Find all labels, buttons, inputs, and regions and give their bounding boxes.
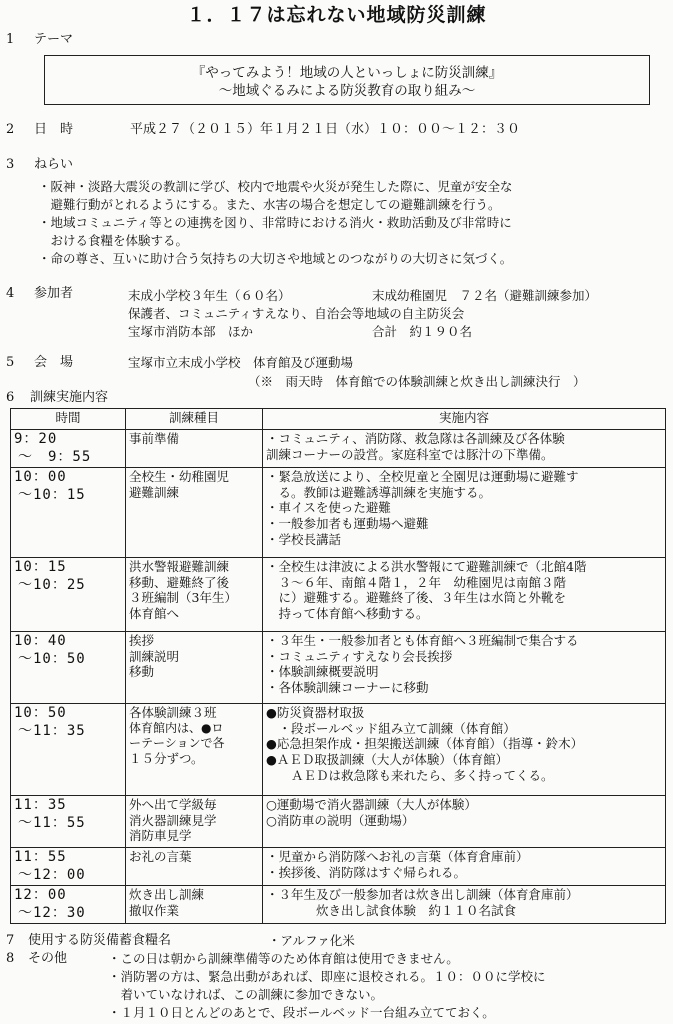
section-number: 1 — [6, 32, 15, 47]
aim-line: ・地域コミュニティ等との連携を図り、非常時における消火・救助活動及び非常時に — [38, 215, 512, 230]
type-line: 炊き出し訓練 — [129, 887, 205, 902]
type-line: 全校生・幼稚園児 — [129, 469, 230, 484]
content-line: ○運動場で消火器訓練（大人が体験） — [266, 797, 477, 812]
participants-students: 末成小学校３年生（６０名） — [128, 288, 291, 303]
time-start: 10：40 — [14, 633, 67, 649]
content-line: ３～６年、南館４階１，２年 幼稚園児は南館３階 — [266, 574, 567, 590]
content-line: ・緊急放送により、全校児童と全園児は運動場に避難す — [266, 469, 579, 484]
type-line: 移動 — [129, 664, 155, 680]
content-line: 持って体育館へ移動する。 — [266, 605, 429, 621]
time-start: 11：55 — [14, 849, 67, 865]
type-line: 事前準備 — [129, 431, 180, 446]
theme-box — [44, 55, 650, 105]
content-cell — [263, 430, 666, 468]
content-cell — [263, 632, 666, 704]
content-cell — [263, 704, 666, 796]
other-line: ・この日は朝から訓練準備等のため体育館は使用できません。 — [108, 951, 459, 966]
section-number: 7 — [6, 933, 15, 948]
content-line: ・段ボールベッド組み立て訓練（体育館） — [266, 720, 516, 736]
content-cell — [263, 558, 666, 632]
type-line: 消防車見学 — [129, 828, 192, 844]
theme-sub: ～地域ぐるみによる防災教育の取り組み～ — [218, 83, 476, 100]
time-start: 11：35 — [14, 797, 67, 813]
section-label: 日 時 — [34, 122, 74, 137]
type-line: 体育館内は、●ロ — [129, 720, 224, 735]
time-start: 10：15 — [14, 559, 67, 575]
stock-value: ・アルファ化米 — [268, 933, 355, 948]
table-row — [11, 796, 666, 848]
content-cell — [263, 848, 666, 886]
venue-rain-note: （※ 雨天時 体育館での体験訓練と炊き出し訓練決行 ） — [248, 374, 586, 389]
section-number: 8 — [6, 951, 15, 966]
time-end: ～12：00 — [18, 866, 86, 883]
time-cell — [11, 558, 126, 632]
time-cell — [11, 704, 126, 796]
time-start: 10：50 — [14, 705, 67, 721]
content-line: ・児童から消防隊へお礼の言葉（体育倉庫前） — [266, 849, 529, 864]
time-end: ～10：50 — [18, 650, 86, 667]
content-cell — [263, 796, 666, 848]
table-row — [11, 886, 666, 924]
content-line: ●応急担架作成・担架搬送訓練（体育館）（指導・鈴木） — [266, 736, 584, 752]
content-line: ・コミュニティ、消防隊、救急隊は各訓練及び各体験 — [266, 431, 565, 446]
schedule-table — [10, 408, 666, 924]
type-line: 挨拶 — [129, 633, 155, 648]
type-line: 外へ出て学級毎 — [129, 797, 217, 812]
content-line: ・挨拶後、消防隊はすぐ帰られる。 — [266, 864, 467, 880]
time-start: 9：20 — [14, 431, 58, 447]
time-cell — [11, 886, 126, 924]
content-line: ●防災資器材取扱 — [266, 705, 365, 720]
page-title: １．１７は忘れない地域防災訓練 — [186, 4, 487, 26]
datetime-value: 平成２７（２０１５）年１月２１日（水）１０：００～１２：３０ — [130, 122, 521, 137]
table-row — [11, 848, 666, 886]
section-label: ねらい — [34, 157, 74, 172]
section-number: 6 — [6, 390, 15, 405]
participants-fire-department: 宝塚市消防本部 ほか — [128, 324, 254, 339]
section-label: その他 — [28, 951, 68, 966]
aim-line: ・命の尊さ、互いに助け合う気持ちの大切さや地域とのつながりの大切さに気づく。 — [38, 251, 513, 266]
section-label: 参加者 — [34, 286, 74, 301]
section-label: 使用する防災備蓄食糧名 — [28, 933, 172, 948]
table-row — [11, 704, 666, 796]
section-label: 会 場 — [34, 355, 74, 370]
aim-line: おける食糧を体験する。 — [38, 233, 189, 248]
aim-line: 避難行動がとれるようにする。また、水害の場合を想定しての避難訓練を行う。 — [38, 197, 501, 212]
content-line: ・車イスを使った避難 — [266, 500, 391, 516]
time-cell — [11, 430, 126, 468]
type-cell — [126, 704, 263, 796]
content-line: ・全校生は津波による洪水警報にて避難訓練で（北館4階 — [266, 559, 587, 574]
content-line: ・３年生及び一般参加者は炊き出し訓練（体育倉庫前） — [266, 887, 579, 902]
content-line: ●ＡＥＤ取扱訓練（大人が体験）（体育館） — [266, 751, 509, 767]
time-cell — [11, 468, 126, 558]
content-line: ・各体験訓練コーナーに移動 — [266, 679, 429, 695]
type-cell — [126, 886, 263, 924]
content-line: 炊き出し試食体験 約１１０名試食 — [266, 902, 517, 918]
type-line: 洪水警報避難訓練 — [129, 559, 230, 574]
type-cell — [126, 632, 263, 704]
content-line: る。教師は避難誘導訓練を実施する。 — [266, 484, 492, 500]
content-line: 訓練コーナーの設営。家庭科室では豚汁の下準備。 — [266, 446, 554, 462]
header-type: 訓練種目 — [126, 409, 263, 430]
time-end: ～11：35 — [18, 722, 86, 739]
venue-value: 宝塚市立末成小学校 体育館及び運動場 — [128, 355, 354, 370]
type-cell — [126, 558, 263, 632]
type-line: 移動、避難終了後 — [129, 574, 230, 590]
type-line: ３班編制（3年生） — [129, 590, 237, 606]
theme-main: 『やってみよう！地域の人といっしょに防災訓練』 — [191, 65, 503, 81]
time-cell — [11, 796, 126, 848]
time-end: ～12：30 — [18, 904, 86, 921]
content-line: ＡＥＤは救急隊も来れたら、多く持ってくる。 — [266, 767, 554, 783]
type-cell — [126, 848, 263, 886]
content-line: ・３年生・一般参加者とも体育館へ３班編制で集合する — [266, 633, 579, 648]
type-line: 消火器訓練見学 — [129, 812, 217, 828]
time-end: ～10：25 — [18, 576, 86, 593]
table-header-row — [11, 409, 666, 430]
type-line: ーテーションで各 — [129, 735, 225, 750]
table-row — [11, 632, 666, 704]
time-cell — [11, 632, 126, 704]
section-number: 4 — [6, 286, 15, 301]
type-line: お礼の言葉 — [129, 849, 192, 864]
section-label: 訓練実施内容 — [30, 390, 109, 405]
content-line: ・体験訓練概要説明 — [266, 664, 379, 680]
header-time: 時間 — [11, 409, 126, 430]
aim-line: ・阪神・淡路大震災の教訓に学び、校内で地震や火災が発生した際に、児童が安全な — [38, 179, 513, 194]
type-cell — [126, 468, 263, 558]
content-line: に）避難する。避難終了後、３年生は水筒と外靴を — [266, 590, 567, 606]
time-start: 12：00 — [14, 887, 67, 903]
time-end: ～11：55 — [18, 814, 86, 831]
content-line: ・学校長講話 — [266, 531, 342, 547]
participants-total: 合計 約１９０名 — [372, 324, 473, 339]
header-content: 実施内容 — [263, 409, 666, 430]
participants-community: 保護者、コミュニティすえなり、自治会等地域の自主防災会 — [128, 306, 465, 321]
type-line: 各体験訓練３班 — [129, 705, 217, 720]
section-number: 5 — [6, 355, 15, 370]
time-start: 10：00 — [14, 469, 67, 485]
content-line: ・一般参加者も運動場へ避難 — [266, 515, 429, 531]
type-line: 訓練説明 — [129, 648, 180, 664]
content-line: ・コミュニティすえなり会長挨拶 — [266, 648, 453, 664]
participants-kindergarten: 末成幼稚園児 ７２名（避難訓練参加） — [372, 288, 598, 303]
other-line: ・消防署の方は、緊急出動があれば、即座に退校される。１０：００に学校に — [108, 969, 546, 984]
content-line: ○消防車の説明（運動場） — [266, 812, 415, 828]
section-number: 3 — [6, 157, 15, 172]
table-row — [11, 558, 666, 632]
type-cell — [126, 430, 263, 468]
type-cell — [126, 796, 263, 848]
content-cell — [263, 886, 666, 924]
section-label: テーマ — [34, 32, 74, 47]
type-line: 体育館へ — [129, 605, 180, 621]
type-line: １５分ずつ。 — [129, 750, 204, 766]
table-row — [11, 468, 666, 558]
type-line: 避難訓練 — [129, 484, 180, 500]
other-line: ・１月１０日とんどのあとで、段ボールベッド一台組み立てておく。 — [108, 1005, 495, 1020]
time-cell — [11, 848, 126, 886]
time-end: ～10：15 — [18, 486, 86, 503]
other-line: 着いていなければ、この訓練に参加できない。 — [108, 987, 384, 1002]
table-row — [11, 430, 666, 468]
time-end: ～ 9：55 — [18, 448, 92, 465]
type-line: 撤収作業 — [129, 902, 180, 918]
section-number: 2 — [6, 122, 15, 137]
content-cell — [263, 468, 666, 558]
